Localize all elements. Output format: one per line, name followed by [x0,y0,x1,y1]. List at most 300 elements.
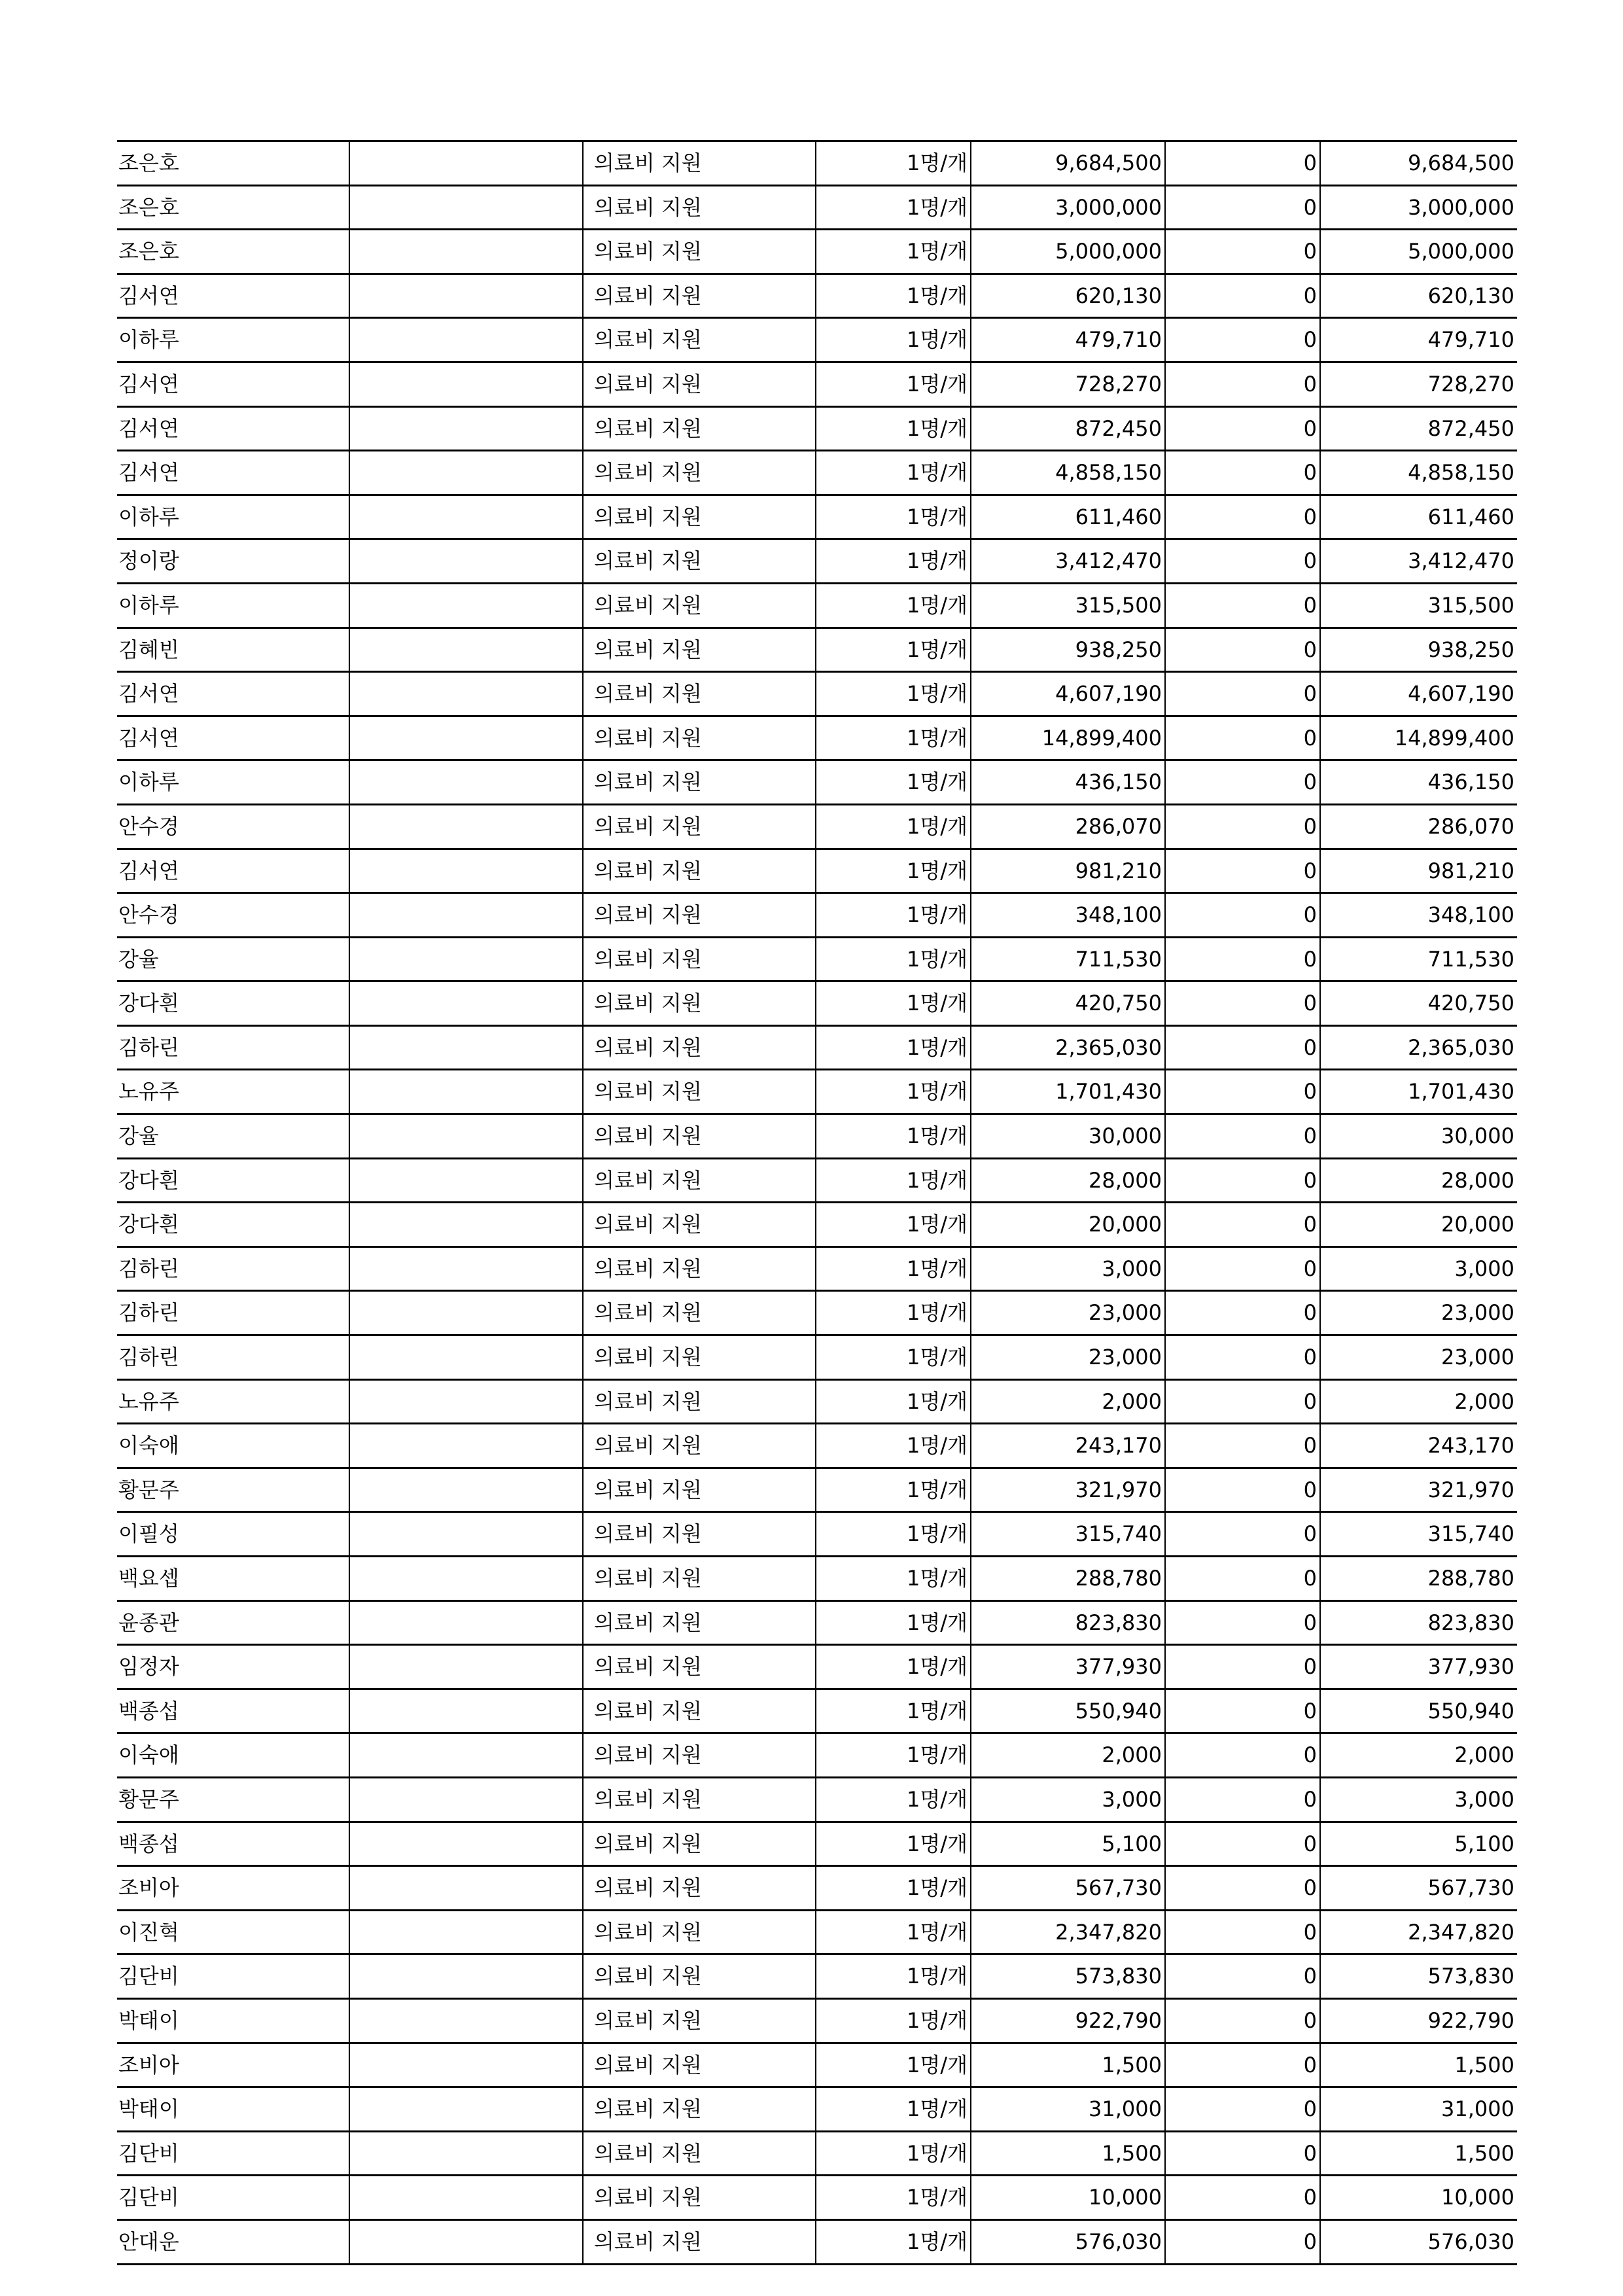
item-description-cell: 의료비 지원 [583,318,816,362]
recipient-name-cell: 김서연 [117,672,349,716]
blank-cell [349,406,583,451]
item-description-cell: 의료비 지원 [583,1512,816,1557]
total-cell: 23,000 [1320,1335,1517,1380]
unit-cell: 1명/개 [816,1291,971,1335]
recipient-name-cell: 김단비 [117,2176,349,2220]
blank-cell [349,1777,583,1822]
amount-cell: 243,170 [971,1424,1165,1468]
blank-cell [349,981,583,1026]
table-row [117,1822,1517,1866]
table-row [117,1733,1517,1778]
table-row [117,1689,1517,1733]
recipient-name-cell: 김서연 [117,849,349,893]
amount-cell: 611,460 [971,495,1165,539]
table-row [117,981,1517,1026]
unit-cell: 1명/개 [816,1557,971,1601]
item-description-cell: 의료비 지원 [583,627,816,672]
unit-cell: 1명/개 [816,1777,971,1822]
amount-cell: 922,790 [971,1998,1165,2043]
blank-cell [349,185,583,230]
unit-cell: 1명/개 [816,937,971,981]
amount-cell: 3,412,470 [971,539,1165,584]
unit-cell: 1명/개 [816,1998,971,2043]
total-cell: 28,000 [1320,1158,1517,1203]
table-row [117,406,1517,451]
item-description-cell: 의료비 지원 [583,893,816,938]
unit-cell: 1명/개 [816,539,971,584]
total-cell: 286,070 [1320,804,1517,849]
unit-cell: 1명/개 [816,1158,971,1203]
deduction-cell: 0 [1165,1468,1320,1512]
recipient-name-cell: 김하린 [117,1335,349,1380]
recipient-name-cell: 임정자 [117,1645,349,1689]
recipient-name-cell: 이숙애 [117,1424,349,1468]
blank-cell [349,1468,583,1512]
recipient-name-cell: 백종섭 [117,1822,349,1866]
recipient-name-cell: 김서연 [117,362,349,406]
total-cell: 377,930 [1320,1645,1517,1689]
recipient-name-cell: 이하루 [117,495,349,539]
unit-cell: 1명/개 [816,1114,971,1159]
table-row [117,1512,1517,1557]
unit-cell: 1명/개 [816,185,971,230]
table-row [117,804,1517,849]
unit-cell: 1명/개 [816,1600,971,1645]
table-row [117,1025,1517,1070]
total-cell: 981,210 [1320,849,1517,893]
item-description-cell: 의료비 지원 [583,804,816,849]
recipient-name-cell: 조비아 [117,1866,349,1911]
item-description-cell: 의료비 지원 [583,981,816,1026]
unit-cell: 1명/개 [816,1733,971,1778]
blank-cell [349,539,583,584]
recipient-name-cell: 조은호 [117,230,349,274]
item-description-cell: 의료비 지원 [583,2131,816,2176]
deduction-cell: 0 [1165,141,1320,186]
amount-cell: 14,899,400 [971,716,1165,760]
total-cell: 4,607,190 [1320,672,1517,716]
blank-cell [349,1025,583,1070]
recipient-name-cell: 김단비 [117,1954,349,1999]
amount-cell: 348,100 [971,893,1165,938]
unit-cell: 1명/개 [816,451,971,495]
blank-cell [349,230,583,274]
amount-cell: 573,830 [971,1954,1165,1999]
table-row [117,2219,1517,2264]
unit-cell: 1명/개 [816,981,971,1026]
deduction-cell: 0 [1165,2176,1320,2220]
deduction-cell: 0 [1165,230,1320,274]
deduction-cell: 0 [1165,583,1320,627]
unit-cell: 1명/개 [816,716,971,760]
amount-cell: 550,940 [971,1689,1165,1733]
item-description-cell: 의료비 지원 [583,141,816,186]
unit-cell: 1명/개 [816,230,971,274]
item-description-cell: 의료비 지원 [583,1557,816,1601]
blank-cell [349,1158,583,1203]
deduction-cell: 0 [1165,1777,1320,1822]
blank-cell [349,1512,583,1557]
item-description-cell: 의료비 지원 [583,1246,816,1291]
item-description-cell: 의료비 지원 [583,1291,816,1335]
total-cell: 315,500 [1320,583,1517,627]
item-description-cell: 의료비 지원 [583,362,816,406]
blank-cell [349,1424,583,1468]
deduction-cell: 0 [1165,1025,1320,1070]
deduction-cell: 0 [1165,1822,1320,1866]
blank-cell [349,1645,583,1689]
deduction-cell: 0 [1165,1600,1320,1645]
recipient-name-cell: 김서연 [117,274,349,318]
table-row [117,1777,1517,1822]
total-cell: 2,365,030 [1320,1025,1517,1070]
item-description-cell: 의료비 지원 [583,1158,816,1203]
item-description-cell: 의료비 지원 [583,1822,816,1866]
amount-cell: 576,030 [971,2219,1165,2264]
table-row [117,2043,1517,2087]
blank-cell [349,1954,583,1999]
blank-cell [349,583,583,627]
unit-cell: 1명/개 [816,406,971,451]
amount-cell: 286,070 [971,804,1165,849]
amount-cell: 28,000 [971,1158,1165,1203]
table-row [117,1246,1517,1291]
deduction-cell: 0 [1165,274,1320,318]
amount-cell: 377,930 [971,1645,1165,1689]
unit-cell: 1명/개 [816,849,971,893]
deduction-cell: 0 [1165,1114,1320,1159]
table-body [117,141,1517,2265]
recipient-name-cell: 안수경 [117,893,349,938]
item-description-cell: 의료비 지원 [583,1070,816,1114]
total-cell: 4,858,150 [1320,451,1517,495]
table-row [117,1998,1517,2043]
table-row [117,760,1517,805]
recipient-name-cell: 윤종관 [117,1600,349,1645]
unit-cell: 1명/개 [816,1246,971,1291]
amount-cell: 2,000 [971,1379,1165,1424]
item-description-cell: 의료비 지원 [583,1689,816,1733]
item-description-cell: 의료비 지원 [583,274,816,318]
total-cell: 567,730 [1320,1866,1517,1911]
blank-cell [349,362,583,406]
recipient-name-cell: 이숙애 [117,1733,349,1778]
item-description-cell: 의료비 지원 [583,1733,816,1778]
total-cell: 3,000 [1320,1246,1517,1291]
amount-cell: 981,210 [971,849,1165,893]
table-row [117,716,1517,760]
recipient-name-cell: 이하루 [117,583,349,627]
item-description-cell: 의료비 지원 [583,1424,816,1468]
amount-cell: 23,000 [971,1335,1165,1380]
recipient-name-cell: 박태이 [117,2087,349,2132]
table-row [117,1114,1517,1159]
unit-cell: 1명/개 [816,1468,971,1512]
deduction-cell: 0 [1165,1733,1320,1778]
blank-cell [349,1866,583,1911]
recipient-name-cell: 이필성 [117,1512,349,1557]
table-row [117,1557,1517,1601]
amount-cell: 479,710 [971,318,1165,362]
blank-cell [349,804,583,849]
recipient-name-cell: 김하린 [117,1291,349,1335]
recipient-name-cell: 강율 [117,1114,349,1159]
blank-cell [349,141,583,186]
deduction-cell: 0 [1165,1998,1320,2043]
unit-cell: 1명/개 [816,1424,971,1468]
deduction-cell: 0 [1165,672,1320,716]
total-cell: 1,500 [1320,2131,1517,2176]
item-description-cell: 의료비 지원 [583,1468,816,1512]
amount-cell: 20,000 [971,1203,1165,1247]
item-description-cell: 의료비 지원 [583,1203,816,1247]
unit-cell: 1명/개 [816,1070,971,1114]
total-cell: 611,460 [1320,495,1517,539]
item-description-cell: 의료비 지원 [583,583,816,627]
unit-cell: 1명/개 [816,2131,971,2176]
recipient-name-cell: 조비아 [117,2043,349,2087]
recipient-name-cell: 백요셉 [117,1557,349,1601]
item-description-cell: 의료비 지원 [583,2043,816,2087]
table-row [117,1954,1517,1999]
deduction-cell: 0 [1165,495,1320,539]
amount-cell: 420,750 [971,981,1165,1026]
unit-cell: 1명/개 [816,1866,971,1911]
unit-cell: 1명/개 [816,495,971,539]
recipient-name-cell: 이하루 [117,318,349,362]
table-row [117,451,1517,495]
table-row [117,362,1517,406]
blank-cell [349,2219,583,2264]
recipient-name-cell: 김서연 [117,406,349,451]
blank-cell [349,2176,583,2220]
total-cell: 479,710 [1320,318,1517,362]
item-description-cell: 의료비 지원 [583,716,816,760]
deduction-cell: 0 [1165,1645,1320,1689]
amount-cell: 938,250 [971,627,1165,672]
item-description-cell: 의료비 지원 [583,539,816,584]
blank-cell [349,451,583,495]
total-cell: 20,000 [1320,1203,1517,1247]
blank-cell [349,2043,583,2087]
total-cell: 550,940 [1320,1689,1517,1733]
unit-cell: 1명/개 [816,760,971,805]
blank-cell [349,716,583,760]
table-row [117,893,1517,938]
item-description-cell: 의료비 지원 [583,1025,816,1070]
deduction-cell: 0 [1165,1203,1320,1247]
blank-cell [349,1335,583,1380]
total-cell: 5,100 [1320,1822,1517,1866]
blank-cell [349,1246,583,1291]
total-cell: 9,684,500 [1320,141,1517,186]
unit-cell: 1명/개 [816,1954,971,1999]
amount-cell: 5,100 [971,1822,1165,1866]
recipient-name-cell: 김혜빈 [117,627,349,672]
table-row [117,539,1517,584]
item-description-cell: 의료비 지원 [583,1954,816,1999]
amount-cell: 321,970 [971,1468,1165,1512]
total-cell: 436,150 [1320,760,1517,805]
item-description-cell: 의료비 지원 [583,2087,816,2132]
amount-cell: 3,000 [971,1246,1165,1291]
unit-cell: 1명/개 [816,2219,971,2264]
total-cell: 243,170 [1320,1424,1517,1468]
total-cell: 1,500 [1320,2043,1517,2087]
total-cell: 3,412,470 [1320,539,1517,584]
recipient-name-cell: 강다흰 [117,1203,349,1247]
deduction-cell: 0 [1165,1689,1320,1733]
amount-cell: 4,858,150 [971,451,1165,495]
item-description-cell: 의료비 지원 [583,495,816,539]
deduction-cell: 0 [1165,627,1320,672]
amount-cell: 30,000 [971,1114,1165,1159]
total-cell: 922,790 [1320,1998,1517,2043]
unit-cell: 1명/개 [816,1645,971,1689]
blank-cell [349,760,583,805]
recipient-name-cell: 강다흰 [117,981,349,1026]
unit-cell: 1명/개 [816,1203,971,1247]
deduction-cell: 0 [1165,893,1320,938]
table-row [117,318,1517,362]
table-row [117,1600,1517,1645]
amount-cell: 2,000 [971,1733,1165,1778]
recipient-name-cell: 김서연 [117,451,349,495]
total-cell: 728,270 [1320,362,1517,406]
amount-cell: 728,270 [971,362,1165,406]
unit-cell: 1명/개 [816,141,971,186]
item-description-cell: 의료비 지원 [583,1379,816,1424]
deduction-cell: 0 [1165,318,1320,362]
amount-cell: 711,530 [971,937,1165,981]
deduction-cell: 0 [1165,2219,1320,2264]
blank-cell [349,672,583,716]
unit-cell: 1명/개 [816,362,971,406]
amount-cell: 1,500 [971,2131,1165,2176]
item-description-cell: 의료비 지원 [583,760,816,805]
table-row [117,1335,1517,1380]
blank-cell [349,1557,583,1601]
blank-cell [349,1998,583,2043]
item-description-cell: 의료비 지원 [583,672,816,716]
total-cell: 420,750 [1320,981,1517,1026]
deduction-cell: 0 [1165,716,1320,760]
blank-cell [349,1910,583,1954]
table-row [117,849,1517,893]
deduction-cell: 0 [1165,406,1320,451]
amount-cell: 4,607,190 [971,672,1165,716]
item-description-cell: 의료비 지원 [583,1600,816,1645]
total-cell: 872,450 [1320,406,1517,451]
blank-cell [349,495,583,539]
amount-cell: 9,684,500 [971,141,1165,186]
deduction-cell: 0 [1165,1557,1320,1601]
table-row [117,1291,1517,1335]
recipient-name-cell: 강율 [117,937,349,981]
blank-cell [349,1291,583,1335]
amount-cell: 1,500 [971,2043,1165,2087]
table-row [117,2176,1517,2220]
deduction-cell: 0 [1165,362,1320,406]
amount-cell: 10,000 [971,2176,1165,2220]
unit-cell: 1명/개 [816,2176,971,2220]
total-cell: 3,000 [1320,1777,1517,1822]
item-description-cell: 의료비 지원 [583,1866,816,1911]
deduction-cell: 0 [1165,937,1320,981]
table-row [117,937,1517,981]
total-cell: 620,130 [1320,274,1517,318]
total-cell: 823,830 [1320,1600,1517,1645]
total-cell: 30,000 [1320,1114,1517,1159]
recipient-name-cell: 노유주 [117,1070,349,1114]
total-cell: 31,000 [1320,2087,1517,2132]
total-cell: 315,740 [1320,1512,1517,1557]
deduction-cell: 0 [1165,849,1320,893]
deduction-cell: 0 [1165,1512,1320,1557]
item-description-cell: 의료비 지원 [583,230,816,274]
table-row [117,185,1517,230]
item-description-cell: 의료비 지원 [583,1114,816,1159]
amount-cell: 567,730 [971,1866,1165,1911]
unit-cell: 1명/개 [816,804,971,849]
table-row [117,1379,1517,1424]
item-description-cell: 의료비 지원 [583,1335,816,1380]
blank-cell [349,1733,583,1778]
recipient-name-cell: 김단비 [117,2131,349,2176]
recipient-name-cell: 이진혁 [117,1910,349,1954]
total-cell: 321,970 [1320,1468,1517,1512]
total-cell: 1,701,430 [1320,1070,1517,1114]
table-row [117,583,1517,627]
unit-cell: 1명/개 [816,1335,971,1380]
unit-cell: 1명/개 [816,318,971,362]
amount-cell: 3,000,000 [971,185,1165,230]
blank-cell [349,1070,583,1114]
recipient-name-cell: 안대운 [117,2219,349,2264]
blank-cell [349,2131,583,2176]
table-row [117,1468,1517,1512]
deduction-cell: 0 [1165,2087,1320,2132]
deduction-cell: 0 [1165,1070,1320,1114]
table-row [117,1645,1517,1689]
amount-cell: 872,450 [971,406,1165,451]
recipient-name-cell: 노유주 [117,1379,349,1424]
blank-cell [349,1689,583,1733]
deduction-cell: 0 [1165,539,1320,584]
table-row [117,1203,1517,1247]
unit-cell: 1명/개 [816,1910,971,1954]
recipient-name-cell: 안수경 [117,804,349,849]
table-row [117,1910,1517,1954]
item-description-cell: 의료비 지원 [583,2219,816,2264]
blank-cell [349,1114,583,1159]
amount-cell: 3,000 [971,1777,1165,1822]
expense-table [117,140,1517,2265]
unit-cell: 1명/개 [816,672,971,716]
item-description-cell: 의료비 지원 [583,849,816,893]
table-row [117,627,1517,672]
amount-cell: 31,000 [971,2087,1165,2132]
unit-cell: 1명/개 [816,627,971,672]
blank-cell [349,937,583,981]
total-cell: 348,100 [1320,893,1517,938]
total-cell: 2,347,820 [1320,1910,1517,1954]
recipient-name-cell: 조은호 [117,141,349,186]
recipient-name-cell: 정이랑 [117,539,349,584]
amount-cell: 315,500 [971,583,1165,627]
amount-cell: 23,000 [971,1291,1165,1335]
unit-cell: 1명/개 [816,583,971,627]
